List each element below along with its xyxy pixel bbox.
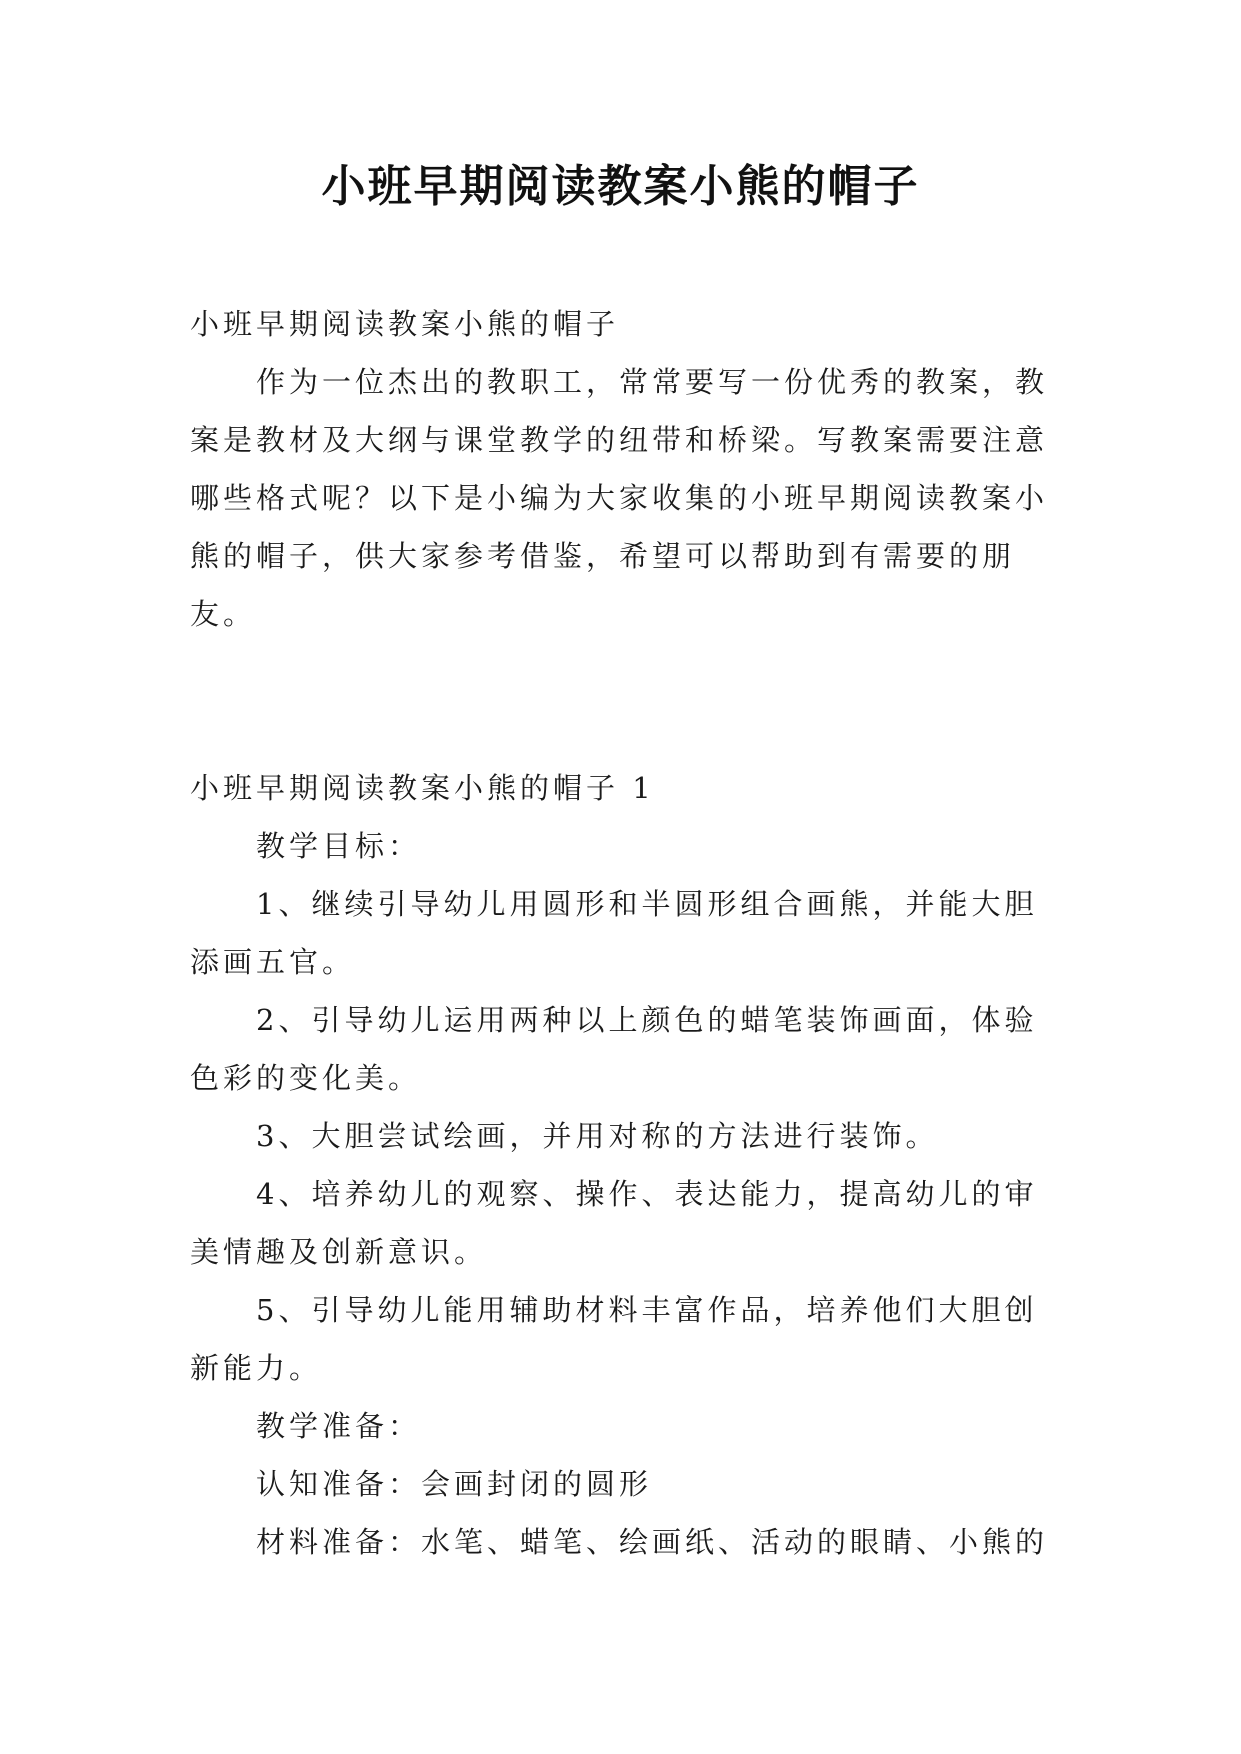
goals-label: 教学目标：: [256, 829, 422, 863]
section-heading: 小班早期阅读教案小熊的帽子 1: [190, 771, 655, 805]
goal-item-4: 4、培养幼儿的观察、操作、表达能力，提高幼儿的审美情趣及创新意识。: [190, 1177, 1038, 1269]
goal-item-2: 2、引导幼儿运用两种以上颜色的蜡笔装饰画面，体验色彩的变化美。: [190, 1003, 1038, 1095]
goal-item-5: 5、引导幼儿能用辅助材料丰富作品，培养他们大胆创新能力。: [190, 1293, 1038, 1385]
goal-item-1: 1、继续引导幼儿用圆形和半圆形组合画熊，并能大胆添画五官。: [190, 887, 1038, 979]
document-subtitle: 小班早期阅读教案小熊的帽子: [190, 307, 620, 341]
prep-cognitive: 认知准备：会画封闭的圆形: [256, 1467, 653, 1501]
prep-materials: 材料准备：水笔、蜡笔、绘画纸、活动的眼睛、小熊的: [256, 1525, 1049, 1559]
goal-item-3: 3、大胆尝试绘画，并用对称的方法进行装饰。: [256, 1119, 939, 1153]
intro-paragraph: 作为一位杰出的教职工，常常要写一份优秀的教案，教案是教材及大纲与课堂教学的纽带和桥梁。写教案需要注意哪些格式呢？以下是小编为大家收集的小班早期阅读教案小熊的帽子，供大家参考借鉴，希望可以帮助到有需要的朋友。: [190, 365, 1049, 631]
prep-label: 教学准备：: [256, 1409, 422, 1443]
document-body: [190, 295, 1050, 1571]
document-title: 小班早期阅读教案小熊的帽子: [321, 161, 920, 212]
section-spacer: [190, 643, 1050, 759]
